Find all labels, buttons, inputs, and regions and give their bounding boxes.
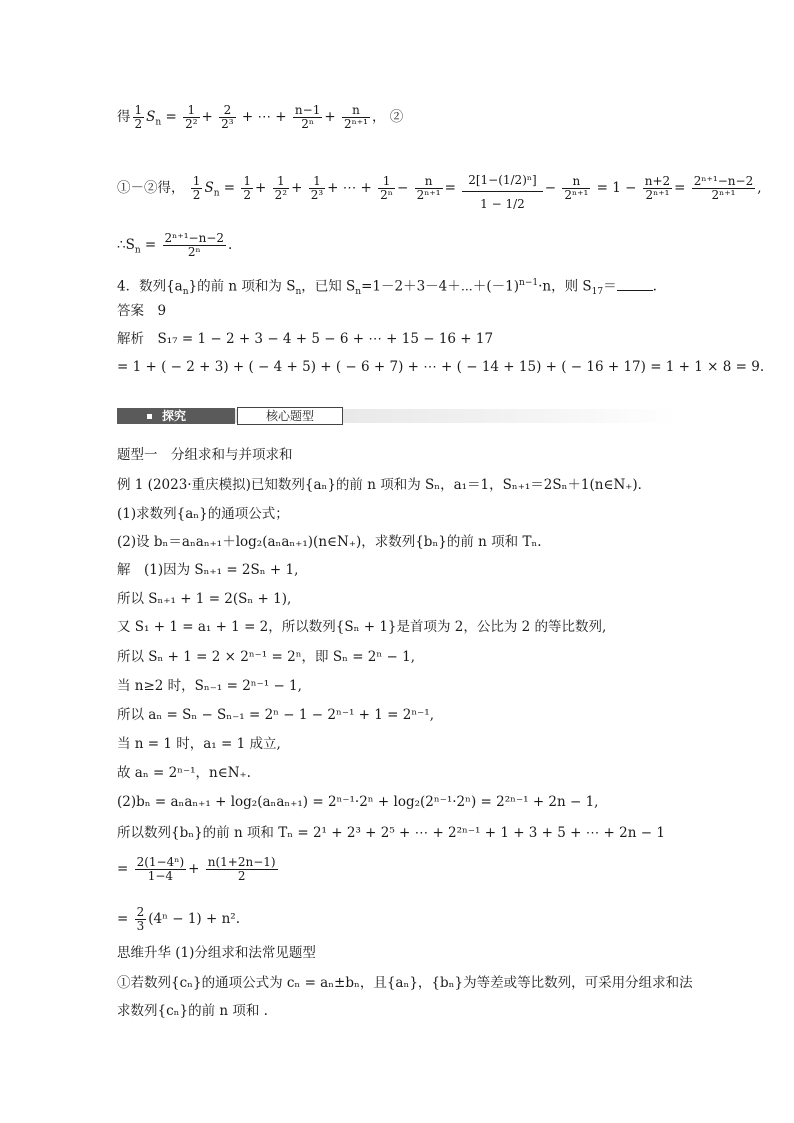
fraction: $\frac{n}{\text{2ⁿ⁺¹}}$ [564, 174, 589, 202]
body-line: 当 n≥2 时，Sₙ₋₁ = 2ⁿ⁻¹ − 1, [117, 678, 302, 694]
body-line: 所以 aₙ = Sₙ − Sₙ₋₁ = 2ⁿ − 1 − 2ⁿ⁻¹ + 1 = 2ⁿ⁻¹, [117, 707, 434, 723]
fraction: $\frac{1}{2}$ [243, 174, 252, 202]
body-line: (1)求数列{aₙ}的通项公式； [117, 506, 289, 522]
fraction: $\frac{n(1+2n-1)}{2}$ [207, 855, 276, 883]
body-line: 所以数列{bₙ}的前 n 项和 Tₙ = 2¹ + 2³ + 2⁵ + ⋯ + 2²ⁿ⁻¹ + 1 + 3 + 5 + ⋯ + 2n − 1 [117, 825, 665, 841]
body-line: (2)设 bₙ＝aₙaₙ₊₁＋log₂(aₙaₙ₊₁)(n∈N₊)，求数列{bₙ}的前 n 项和 Tₙ. [117, 534, 542, 550]
result-line: = $\frac{2}{3}$ (4ⁿ − 1) + n². [117, 905, 240, 933]
banner-dark-label: 探究 [117, 408, 235, 424]
analysis-line-2: = 1 + ( − 2 + 3) + ( − 4 + 5) + ( − 6 + 7) + ⋯ + ( − 14 + 15) + ( − 16 + 17) = 1 + 1 × 8 = 9. [117, 359, 765, 375]
answer-line: 答案 9 [117, 303, 167, 319]
square-icon [147, 414, 152, 419]
fraction: $\frac{\text{2ⁿ⁺¹−n−2}}{\text{2ⁿ⁺¹}}$ [693, 174, 754, 202]
body-line: (2)bₙ = aₙaₙ₊₁ + log₂(aₙaₙ₊₁) = 2ⁿ⁻¹·2ⁿ + log₂(2ⁿ⁻¹·2ⁿ) = 2²ⁿ⁻¹ + 2n − 1, [117, 794, 599, 810]
analysis-line: 解析 S₁₇ = 1 − 2 + 3 − 4 + 5 − 6 + ⋯ + 15 − 16 + 17 [117, 331, 494, 347]
banner-light-label: 核心题型 [237, 407, 343, 425]
big-fraction: $\frac{\text{2[1−(1/2)ⁿ]}}{1 - 1/2}$ [462, 166, 543, 211]
fraction: $\frac{1}{\text{2ⁿ}}$ [380, 174, 393, 202]
summary-line: ①若数列{cₙ}的通项公式为 cₙ = aₙ±bₙ，且{aₙ}，{bₙ}为等差或等比数列，可采用分组求和法 [117, 975, 693, 991]
equation-line-1: 得 $\frac{1}{2}$ $S_n$ = $\frac{1}{\text{2²}}$ + $\frac{2}{\text{2³}}$ + ⋯ + $\frac{n-1}{\text{2ⁿ}}$ + $\frac{n}{\text{2ⁿ⁺¹}}$ ， ② [117, 103, 404, 131]
fraction: $\frac{1}{\text{2²}}$ [185, 103, 198, 131]
summary-title: 思维升华 (1)分组求和法常见题型 [117, 945, 316, 961]
fraction: $\frac{\text{2ⁿ⁺¹−n−2}}{\text{2ⁿ}}$ [164, 231, 224, 259]
fraction: $\frac{1}{2}$ [192, 174, 201, 202]
equation-line-3: $\therefore S_n$ = $\frac{\text{2ⁿ⁺¹−n−2}}{\text{2ⁿ}}$ . [117, 231, 233, 259]
answer-blank [617, 278, 653, 291]
fraction: $\frac{1}{2}$ [134, 103, 143, 131]
fraction: $\frac{n}{\text{2ⁿ⁺¹}}$ [416, 174, 441, 202]
body-line: 所以 Sₙ + 1 = 2 × 2ⁿ⁻¹ = 2ⁿ，即 Sₙ = 2ⁿ − 1, [117, 649, 416, 665]
summary-line: 求数列{cₙ}的前 n 项和 . [117, 1003, 268, 1019]
body-line: 解 (1)因为 Sₙ₊₁ = 2Sₙ + 1, [117, 562, 299, 578]
body-line: 故 aₙ = 2ⁿ⁻¹，n∈N₊. [117, 765, 251, 781]
fraction: $\frac{1}{\text{2³}}$ [310, 174, 324, 202]
equation-line-2: ①－②得， $\frac{1}{2}$ $S_n$ = $\frac{1}{2}$ + $\frac{1}{\text{2²}}$ + $\frac{1}{\text{2³}}$ + ⋯ + $\frac{1}{\text{2ⁿ}}$ − $\frac{n}{\text{2ⁿ⁺¹}}$ = $\frac{\text{2[1−(1/2)ⁿ]}}{1 - 1/2}$ − $\frac{n}{\text{2ⁿ⁺¹}}$ = 1 − $\frac{n+2}{\text{2ⁿ⁺¹}}$ = $\frac{\text{2ⁿ⁺¹−n−2}}{\text{2ⁿ⁺¹}}$ , [117, 166, 762, 211]
body-line: 题型一 分组求和与并项求和 [117, 447, 293, 463]
section-banner [117, 406, 677, 426]
fraction: $\frac{1}{\text{2²}}$ [274, 174, 288, 202]
fraction: $\frac{n}{\text{2ⁿ⁺¹}}$ [343, 103, 368, 131]
fraction: $\frac{n-1}{\text{2ⁿ}}$ [294, 103, 321, 131]
body-line: 又 S₁ + 1 = a₁ + 1 = 2，所以数列{Sₙ + 1}是首项为 2，公比为 2 的等比数列, [117, 619, 607, 635]
question-4: 4．数列$\{a_n\}$的前 n 项和为 $S_n$，已知 $S_n=1-2+3-4+\cdots+(-1)^{n-1}\cdot n$，则 $S_{17}=$ . [117, 278, 657, 298]
body-line: 当 n = 1 时，a₁ = 1 成立, [117, 736, 281, 752]
body-line: 所以 Sₙ₊₁ + 1 = 2(Sₙ + 1), [117, 591, 292, 607]
body-line: 例 1 (2023·重庆模拟)已知数列{aₙ}的前 n 项和为 Sₙ，a₁＝1，Sₙ₊₁＝2Sₙ＋1(n∈N₊)． [117, 477, 652, 493]
fraction: $\frac{2}{\text{2³}}$ [221, 103, 234, 131]
sum-fraction-line: = $\frac{\text{2(1−4ⁿ)}}{1-4}$ + $\frac{n(1+2n-1)}{2}$ [117, 855, 276, 883]
fraction: $\frac{2}{3}$ [136, 905, 145, 933]
fraction: $\frac{n+2}{\text{2ⁿ⁺¹}}$ [644, 174, 671, 202]
fraction: $\frac{\text{2(1−4ⁿ)}}{1-4}$ [136, 855, 185, 883]
